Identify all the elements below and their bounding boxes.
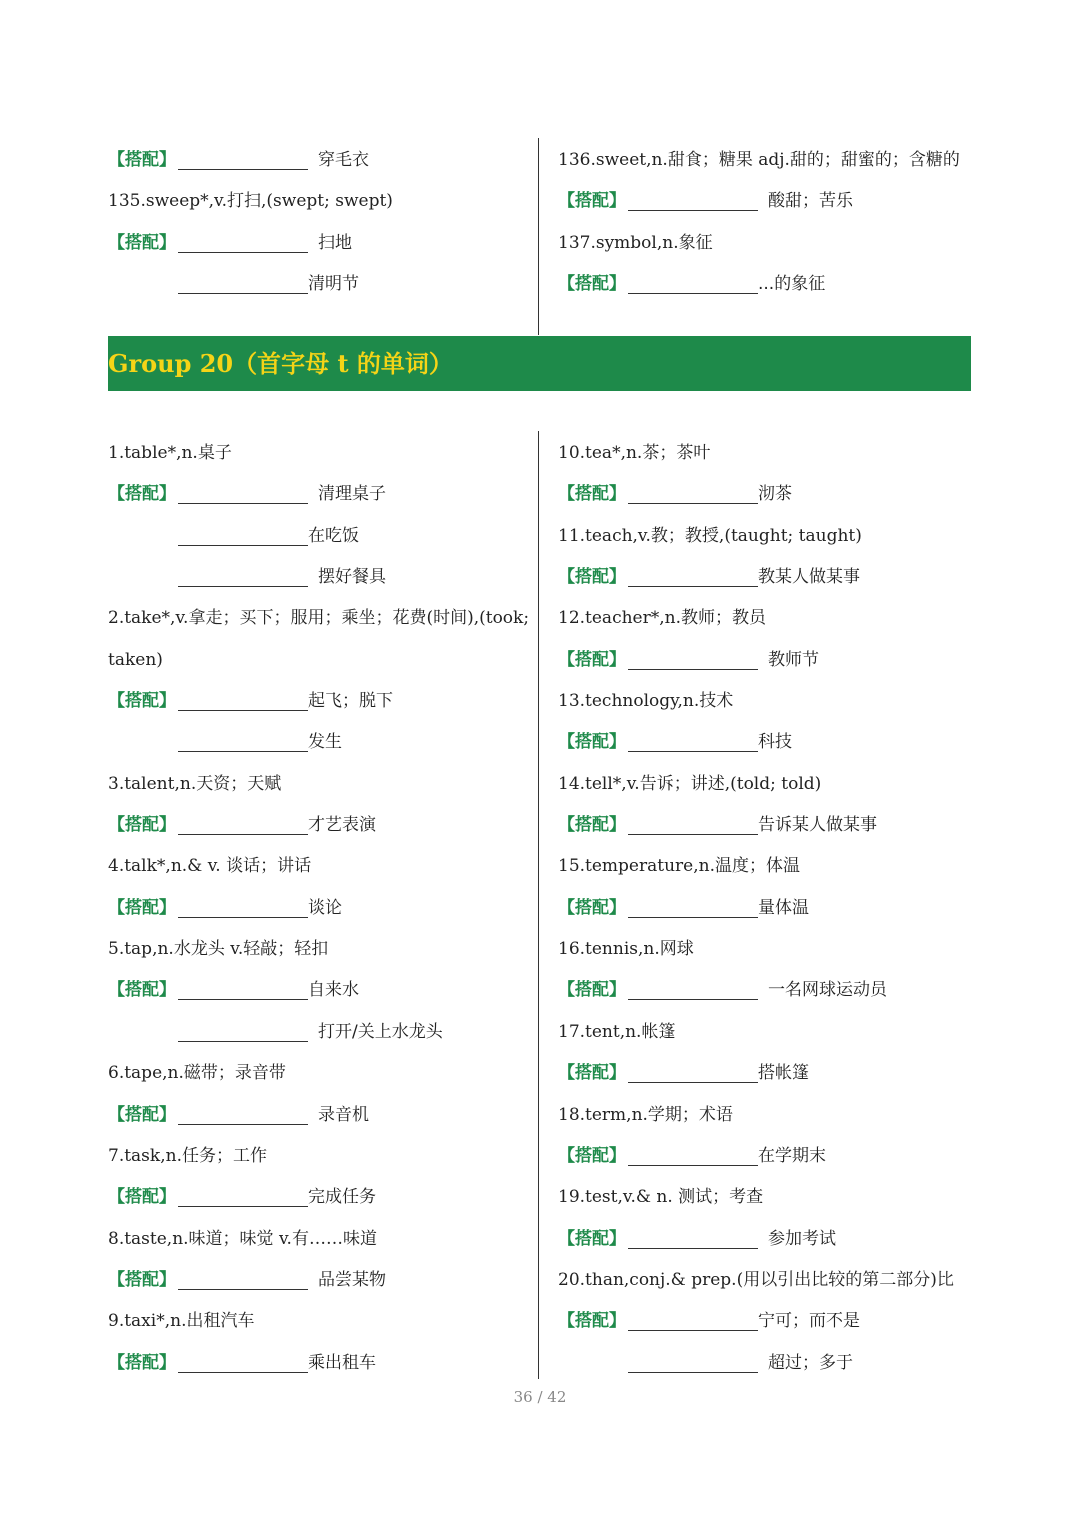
collocation-meaning: 酸甜；苦乐 [768,191,853,212]
answer-blank[interactable] [628,816,758,835]
vocab-entry [558,1012,978,1053]
collocation-line [558,474,978,515]
collocation-line [108,681,528,722]
answer-blank[interactable] [628,1230,758,1249]
vocab-entry [558,846,978,887]
collocation-meaning: ...的象征 [758,274,826,295]
collocation-label: 【搭配】 [108,1269,176,1290]
entry-text: 137.symbol,n.象征 [558,232,713,253]
entry-text: 135.sweep*,v.打扫,(swept; swept) [108,191,393,212]
collocation-line [558,722,978,763]
collocation-label: 【搭配】 [558,1311,626,1332]
collocation-label: 【搭配】 [108,815,176,836]
entry-text: 10.tea*,n.茶；茶叶 [558,443,711,463]
vocab-entry [108,433,528,474]
answer-blank[interactable] [178,899,308,918]
answer-blank[interactable] [178,1023,308,1042]
column-divider-top [538,138,539,335]
collocation-label: 【搭配】 [558,897,626,918]
vocab-entry [108,1053,528,1094]
column-top-right [558,140,978,305]
collocation-line [558,888,978,929]
vocab-entry [108,1136,528,1177]
collocation-label: 【搭配】 [558,815,626,836]
vocab-entry [558,223,978,264]
group-banner: Group 20（首字母 t 的单词） [108,336,971,391]
collocation-meaning: 才艺表演 [308,815,376,836]
collocation-line [108,888,528,929]
vocab-entry [558,1260,978,1301]
vocab-entry [108,1301,528,1342]
vocab-entry [108,598,528,639]
entry-text: 4.talk*,n.& v. 谈话；讲话 [108,856,312,877]
collocation-label: 【搭配】 [558,567,626,588]
collocation-line [108,264,528,305]
entry-text: 7.task,n.任务；工作 [108,1145,267,1166]
collocation-label: 【搭配】 [558,1145,626,1166]
answer-blank[interactable] [178,1271,308,1290]
entry-text: 9.taxi*,n.出租汽车 [108,1311,255,1332]
collocation-line [558,1136,978,1177]
collocation-line [558,1053,978,1094]
answer-blank[interactable] [628,275,758,294]
page-number: 36 / 42 [513,1388,567,1406]
entry-text: 136.sweet,n.甜食；糖果 adj.甜的；甜蜜的；含糖的 [558,150,960,170]
collocation-label: 【搭配】 [108,1104,176,1125]
vocab-entry [558,764,978,805]
collocation-label: 【搭配】 [558,191,626,212]
collocation-meaning: 录音机 [318,1104,369,1125]
entry-text: 13.technology,n.技术 [558,691,734,712]
vocab-entry [558,1095,978,1136]
answer-blank[interactable] [178,981,308,1000]
vocab-entry [558,929,978,970]
collocation-line [558,1343,978,1384]
answer-blank[interactable] [628,568,758,587]
collocation-meaning: 参加考试 [768,1228,836,1249]
answer-blank[interactable] [178,816,308,835]
collocation-meaning: 品尝某物 [318,1269,386,1290]
collocation-meaning: 打开/关上水龙头 [318,1021,443,1042]
collocation-meaning: 搭帐篷 [758,1063,809,1084]
collocation-label: 【搭配】 [558,274,626,295]
collocation-label: 【搭配】 [558,484,626,505]
collocation-line [108,722,528,763]
vocab-entry [108,1219,528,1260]
collocation-line [108,474,528,515]
collocation-label: 【搭配】 [558,1063,626,1084]
collocation-line [108,805,528,846]
collocation-line [558,1219,978,1260]
column-bottom-left [108,433,528,1384]
collocation-meaning: 一名网球运动员 [768,980,887,1001]
collocation-meaning: 摆好餐具 [318,567,386,588]
vocab-entry [108,640,528,681]
collocation-label: 【搭配】 [558,1228,626,1249]
collocation-line [558,181,978,222]
answer-blank[interactable] [178,1188,308,1207]
collocation-meaning: 起飞；脱下 [308,691,393,712]
column-divider-bottom [538,431,539,1379]
vocab-entry [558,681,978,722]
collocation-line [558,640,978,681]
answer-blank[interactable] [628,1064,758,1083]
entry-text: 20.than,conj.& prep.(用以引出比较的第二部分)比 [558,1269,954,1290]
collocation-label: 【搭配】 [558,732,626,753]
vocab-entry [108,181,528,222]
collocation-meaning: 发生 [308,732,342,753]
collocation-meaning: 在学期末 [758,1145,826,1166]
collocation-line [108,140,528,181]
answer-blank[interactable] [178,692,308,711]
collocation-label: 【搭配】 [558,980,626,1001]
answer-blank[interactable] [628,1354,758,1373]
collocation-meaning: 清明节 [308,274,359,295]
collocation-line [558,557,978,598]
vocab-entry [558,433,978,474]
collocation-meaning: 乘出租车 [308,1352,376,1373]
collocation-line [108,970,528,1011]
answer-blank[interactable] [178,1354,308,1373]
collocation-label: 【搭配】 [558,649,626,670]
vocab-entry [558,516,978,557]
entry-text: 5.tap,n.水龙头 v.轻敲；轻扣 [108,939,329,960]
collocation-line [108,1343,528,1384]
vocab-entry [108,764,528,805]
collocation-line [558,264,978,305]
collocation-meaning: 宁可；而不是 [758,1311,860,1332]
collocation-meaning: 谈论 [308,897,342,918]
entry-text: 8.taste,n.味道；味觉 v.有……味道 [108,1228,377,1249]
entry-text: 6.tape,n.磁带；录音带 [108,1063,286,1084]
collocation-meaning: 清理桌子 [318,484,386,505]
collocation-line [108,223,528,264]
collocation-label: 【搭配】 [108,232,176,253]
collocation-meaning: 穿毛衣 [318,150,369,170]
collocation-label: 【搭配】 [108,484,176,505]
answer-blank[interactable] [178,527,308,546]
answer-blank[interactable] [178,234,308,253]
entry-text: 19.test,v.& n. 测试；考查 [558,1187,764,1208]
collocation-meaning: 自来水 [308,980,359,1001]
collocation-meaning: 量体温 [758,897,809,918]
entry-text: 1.table*,n.桌子 [108,443,232,463]
collocation-line [108,557,528,598]
collocation-line [108,1177,528,1218]
collocation-meaning: 教某人做某事 [758,567,860,588]
answer-blank[interactable] [628,1147,758,1166]
entry-text: 18.term,n.学期；术语 [558,1104,733,1125]
answer-blank[interactable] [628,485,758,504]
entry-text: 3.talent,n.天资；天赋 [108,773,282,794]
collocation-line [558,805,978,846]
collocation-meaning: 沏茶 [758,484,792,505]
collocation-meaning: 扫地 [318,232,352,253]
answer-blank[interactable] [178,1106,308,1125]
collocation-label: 【搭配】 [108,980,176,1001]
answer-blank[interactable] [628,899,758,918]
collocation-meaning: 教师节 [768,649,819,670]
column-bottom-right [558,433,978,1384]
entry-text: 14.tell*,v.告诉；讲述,(told; told) [558,773,822,794]
answer-blank[interactable] [628,651,758,670]
collocation-label: 【搭配】 [108,1352,176,1373]
collocation-meaning: 完成任务 [308,1187,376,1208]
answer-blank[interactable] [628,981,758,1000]
answer-blank[interactable] [178,485,308,504]
entry-text: 17.tent,n.帐篷 [558,1021,676,1042]
answer-blank[interactable] [178,275,308,294]
collocation-meaning: 在吃饭 [308,525,359,546]
collocation-meaning: 科技 [758,732,792,753]
vocab-entry [108,846,528,887]
vocab-entry [558,1177,978,1218]
collocation-label: 【搭配】 [108,150,176,170]
vocab-entry [558,598,978,639]
entry-text: 11.teach,v.教；教授,(taught; taught) [558,525,862,546]
answer-blank[interactable] [628,733,758,752]
collocation-label: 【搭配】 [108,691,176,712]
answer-blank[interactable] [178,151,308,170]
answer-blank[interactable] [628,192,758,211]
collocation-label: 【搭配】 [108,897,176,918]
entry-text: 15.temperature,n.温度；体温 [558,856,800,877]
entry-text: 16.tennis,n.网球 [558,939,694,960]
entry-text: taken) [108,649,163,670]
entry-text: 2.take*,v.拿走；买下；服用；乘坐；花费(时间),(took; [108,608,530,629]
collocation-line [558,970,978,1011]
column-top-left [108,140,528,305]
collocation-line [108,1260,528,1301]
vocab-entry [108,929,528,970]
collocation-line [108,1095,528,1136]
collocation-line [558,1301,978,1342]
entry-text: 12.teacher*,n.教师；教员 [558,608,766,629]
collocation-meaning: 告诉某人做某事 [758,815,877,836]
collocation-label: 【搭配】 [108,1187,176,1208]
answer-blank[interactable] [628,1312,758,1331]
answer-blank[interactable] [178,568,308,587]
collocation-line [108,516,528,557]
collocation-meaning: 超过；多于 [768,1352,853,1373]
vocab-entry [558,140,978,181]
answer-blank[interactable] [178,733,308,752]
collocation-line [108,1012,528,1053]
